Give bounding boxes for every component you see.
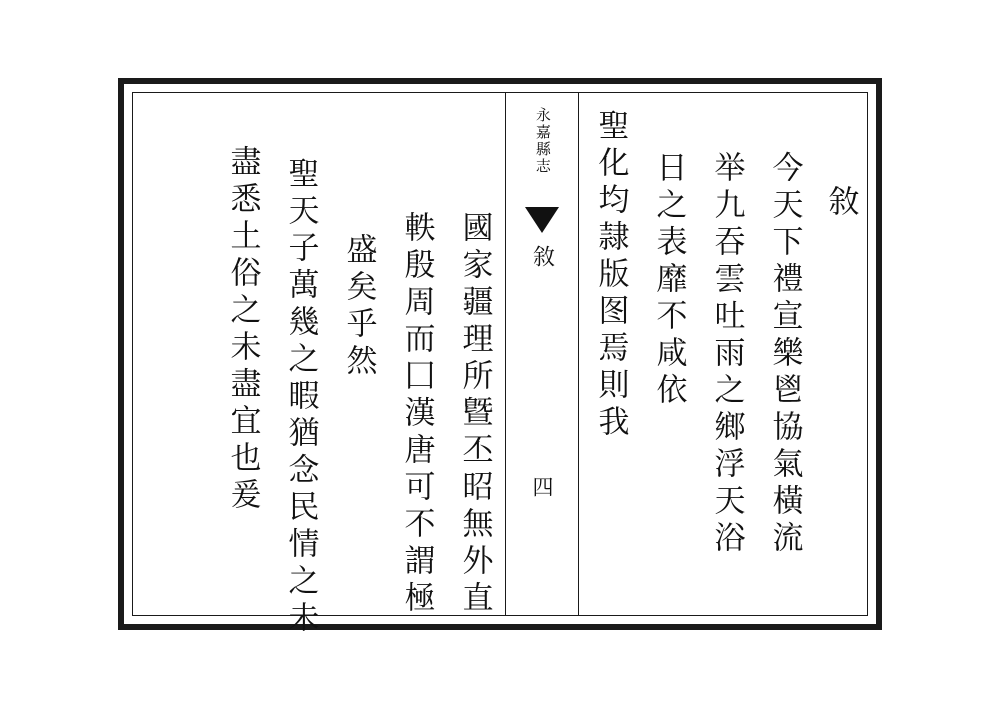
banxin-center-strip: [505, 93, 579, 615]
column-wrapper: [213, 93, 271, 615]
text-column-7: 盛矣乎然: [340, 233, 377, 381]
text-column-4: 聖化均隷版图焉則我: [592, 109, 629, 442]
text-column-2: 举九吞雲吐雨之鄉浮天浴: [708, 151, 745, 558]
book-title: 永嘉縣志: [533, 107, 552, 175]
text-column-9: 盡悉土俗之未盡宜也爰: [224, 145, 261, 515]
column-wrapper: [387, 93, 445, 618]
text-column-6: 軼殷周而囗漢唐可不謂極: [398, 211, 435, 618]
column-wrapper: [445, 93, 503, 618]
section-label: 敘: [529, 245, 555, 269]
text-column-1: 今天下禮宣樂鬯協氣橫流: [766, 151, 803, 558]
column-wrapper: [329, 93, 387, 615]
woodblock-frame: [118, 78, 882, 638]
woodblock-inner-rule: [132, 92, 868, 638]
text-column-8: 聖天子萬幾之暇猶念民情之未: [282, 157, 319, 638]
column-heading-xu: 敘: [822, 185, 859, 222]
fishtail-icon: [525, 207, 559, 233]
text-block-left-half: [213, 93, 503, 638]
column-wrapper: [581, 93, 639, 615]
column-wrapper: [271, 93, 329, 638]
column-wrapper: [697, 93, 755, 615]
column-wrapper: [813, 93, 867, 615]
text-block-right-half: [581, 93, 867, 615]
page-number: 四: [530, 476, 554, 497]
text-column-5: 國家疆理所曁丕昭無外直: [456, 211, 493, 618]
text-column-3: 日之表靡不咸依: [650, 151, 687, 410]
column-wrapper: [639, 93, 697, 615]
column-wrapper: [755, 93, 813, 615]
